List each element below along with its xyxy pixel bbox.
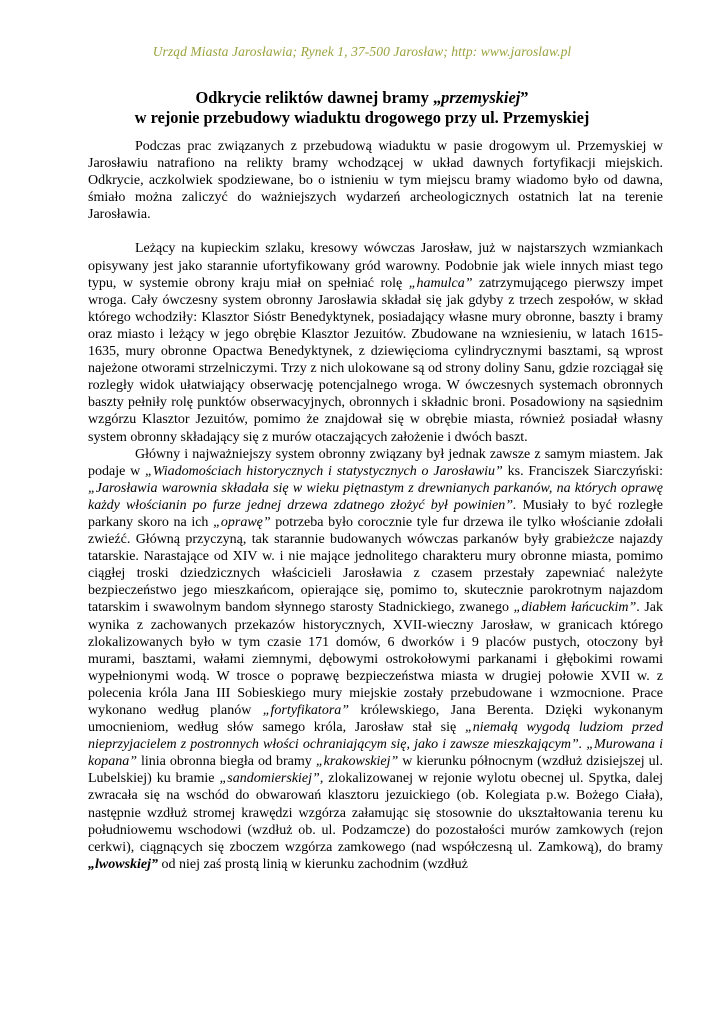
page-title xyxy=(60,88,664,128)
paragraph-3-text-q: , zlokalizowanej w rejonie wylotu obecnej ul. Spytka, dalej zwracała się na wschód do obwarowań klasztoru jezuickiego (ob. Kolegiata p.w. Bożego Ciała), następnie wzdłuż stromej krawędzi wzgórza załamując się stosownie do ukształtowania terenu ku południowemu wschodowi (wzdłuż ob. ul. Podzamcze) do pozostałości murów zamkowych (rejon cerkwi), ciągnących się zboczem wzgórza zamkowego (nad współczesną ul. Zamkową), do bramy xyxy=(88,771,663,855)
paragraph-3-text-o: w kierunku północnym (wzdłuż dzisiejszej ul. Lubelskiej) ku bramie xyxy=(88,754,663,787)
title-line-1-end: ” xyxy=(520,88,529,107)
paragraph-3-text-g: potrzeba było corocznie tyle fur drzewa ile tylko włościanie zdołali zwieźć. Główną przyczyną, tak starannie budowanych wówczas parkanów były grabieżcze najazdy tatarskie. Narastające od XIV w. i nie mające jednolitego charakteru mury obronne miasta, pomimo ciągłej troski dziedzicznych właścicieli Jarosławia z czasem przestały zapewniać należyte bezpieczeństwo jego mieszkańcom, opierające się, pomimo to, skutecznie parokrotnym najazdom tatarskim i swawolnym bandom słynnego starosty Stadnickiego, zwanego xyxy=(88,514,663,616)
paragraph-3-quote-title: „Wiadomościach historycznych i statystycznych o Jarosławiu” xyxy=(145,463,503,479)
title-line-2: w rejonie przebudowy wiaduktu drogowego przy ul. Przemyskiej xyxy=(134,108,590,127)
title-emphasis: przemyskiej xyxy=(441,88,521,107)
paragraph-2 xyxy=(88,240,663,445)
paragraph-3-text-a: Główny i najważniejszy system obronny związany był jednak zawsze z samym miastem. Jak podaje w xyxy=(88,446,663,479)
paragraph-2-text-c: zatrzymującego pierwszy impet wroga. Cały ówczesny system obronny Jarosławia składał się jak gdyby z trzech zespołów, w skład którego wchodziły: Klasztor Sióstr Benedyktynek, posiadający własne mury obronne, baszty i bramy oraz miasto i leżący w jego obrębie Klasztor Jezuitów. Zbudowane na wzniesieniu, w latach 1615-1635, mury obronne Opactwa Benedyktynek, z dziewięcioma cylindrycznymi basztami, są wprost najeżone otworami strzelniczymi. Trzy z nich ulokowane są od strony doliny Sanu, gdzie rozciągał się rozległy widok ułatwiający obserwację potencjalnego wroga. W ówczesnych systemach obronnych baszty pełniły rolę punktów obserwacyjnych, obronnych i składnic broni. Posadowiony na sąsiednim wzgórzu Klasztor Jezuitów, pomimo że znajdował się w obrębie miasta, również posiadał własny system obronny składający się z murów otaczających założenie i dwóch baszt. xyxy=(88,275,663,445)
header-line: Urząd Miasta Jarosławia; Rynek 1, 37-500 Jarosław; http: www.jaroslaw.pl xyxy=(152,44,572,59)
paragraph-3-text-k: królewskiego, Jana Berenta. Dzięki wykonanym umocnieniom, według słów samego króla, Jarosław stał się xyxy=(88,703,663,736)
paragraph-3-quote-krol: „niemałą wygodą ludziom przed nieprzyjacielem z postronnych włości ochraniającym się, jako i zawsze mieszkającym”. „Murowana i kopana” xyxy=(88,720,663,770)
paragraph-3-quote-krakowskiej: „krakowskiej” xyxy=(315,754,399,770)
paragraph-3-text-s: od niej zaś prostą linią w kierunku zachodnim (wzdłuż xyxy=(158,856,468,872)
paragraph-2-text-a: Leżący na kupieckim szlaku, kresowy wówczas Jarosław, już w najstarszych wzmiankach opisywany jest jako starannie ufortyfikowany gród warowny. Podobnie jak wiele innych miast tego typu, w systemie obrony kraju miał on spełniać rolę xyxy=(88,241,663,291)
paragraph-3-quote-diablem: „diabłem łańcuckim” xyxy=(513,600,637,616)
paragraph-1: Podczas prac związanych z przebudową wiaduktu w pasie drogowym ul. Przemyskiej w Jarosławiu natrafiono na relikty bramy wchodzącej w układ dawnych fortyfikacji miejskich. Odkrycie, aczkolwiek spodziewane, bo o istnieniu w tym miejscu bramy wiadomo było od dawna, śmiało można zaliczyć do ważniejszych wydarzeń archeologicznych ostatnich lat na terenie Jarosławia. xyxy=(88,139,663,223)
title-line-1 xyxy=(60,88,664,108)
title-line-1-start: Odkrycie reliktów dawnej bramy „ xyxy=(195,88,442,107)
document-body xyxy=(88,138,663,873)
paragraph-3-text-e: Musiały to być rozległe parkany skoro na ich xyxy=(88,497,664,530)
paragraph-3-quote-fortyfikatora: „fortyfikatora” xyxy=(262,703,350,718)
paragraph-3-text-m: linia obronna biegła od bramy xyxy=(137,754,316,770)
paragraph-3-quote-sandomierskiej: „sandomierskiej” xyxy=(219,771,320,787)
paragraph-2-quote: „hamulca” xyxy=(408,275,473,291)
paragraph-3-quote-lwowskiej: „lwowskiej” xyxy=(88,856,159,872)
paragraph-3-text-i: . Jak wynika z zachowanych przekazów historycznych, XVII-wieczny Jarosław, w granicach którego zlokalizowanych było w tym czasie 171 domów, 6 dworków i 9 placów pustych, otoczony był murami, basztami, wałami ziemnymi, dębowymi ostrokołowymi parkanami i głębokimi rowami wypełnionymi wodą. W trosce o poprawę bezpieczeństwa miasta w drugiej połowie XVII w. z polecenia króla Jana III Sobieskiego mury miejskie zostały przebudowane i wzmocnione. Prace wykonano według planów xyxy=(88,600,663,718)
paragraph-3-text-c: ks. Franciszek Siarczyński: xyxy=(502,463,664,479)
paragraph-3 xyxy=(88,446,663,873)
paragraph-3-quote-oprawe: „oprawę” xyxy=(213,514,271,530)
paragraph-3-quote-siarczynski: „Jarosławia warownia składała się w wieku piętnastym z drewnianych parkanów, na których oprawę każdy włościanin po furze jednej drzewa zdatnego złożyć był powinien”. xyxy=(88,480,663,513)
